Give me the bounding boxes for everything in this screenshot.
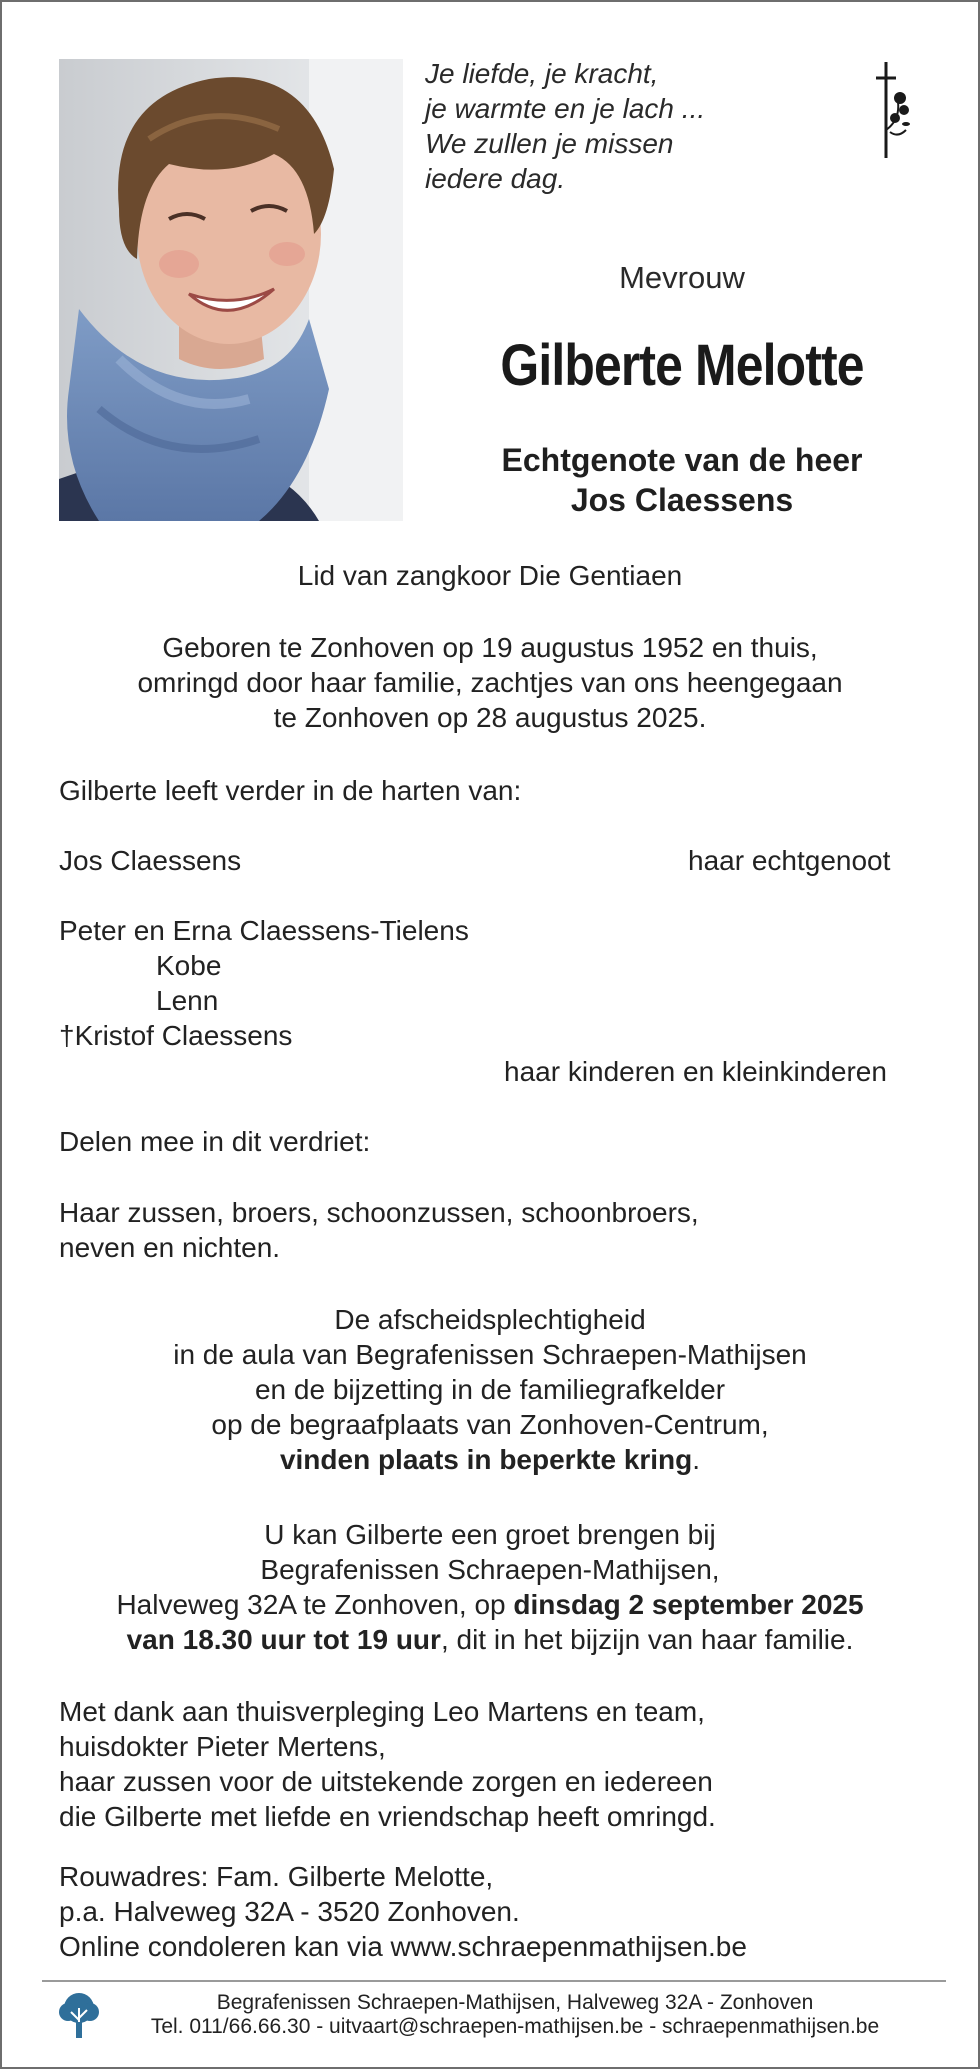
footer-contact[interactable]: Tel. 011/66.66.30 - uitvaart@schraepen-mathijsen.be - schraepenmathijsen.be bbox=[150, 2015, 880, 2038]
verse-line: iedere dag. bbox=[425, 163, 566, 194]
birth-death-line: te Zonhoven op 28 augustus 2025. bbox=[273, 702, 707, 733]
ceremony-line: en de bijzetting in de familiegrafkelder bbox=[254, 1374, 726, 1405]
visit-line: Begrafenissen Schraepen-Mathijsen, bbox=[260, 1554, 720, 1585]
deceased-name: Gilberte Melotte bbox=[500, 333, 864, 398]
verse-line: Je liefde, je kracht, bbox=[425, 58, 659, 89]
spouse-entry-relation: haar echtgenoot bbox=[688, 845, 891, 876]
verse-line: We zullen je missen bbox=[425, 128, 674, 159]
ceremony-line: op de begraafplaats van Zonhoven-Centrum, bbox=[211, 1409, 769, 1440]
ceremony-end: . bbox=[692, 1444, 701, 1475]
ceremony-line: in de aula van Begrafenissen Schraepen-Mathijsen bbox=[173, 1339, 807, 1370]
footer-company: Begrafenissen Schraepen-Mathijsen, Halveweg 32A - Zonhoven bbox=[216, 1991, 814, 2014]
spouse-heading bbox=[422, 440, 942, 520]
relatives-line: Haar zussen, broers, schoonzussen, schoonbroers, bbox=[59, 1197, 699, 1228]
ceremony-bold: vinden plaats in beperkte kring bbox=[279, 1444, 693, 1475]
ceremony-restriction bbox=[2, 1442, 978, 1477]
ceremony-line: De afscheidsplechtigheid bbox=[334, 1304, 646, 1335]
visit-date-line bbox=[2, 1587, 978, 1622]
survivors-intro: Gilberte leeft verder in de harten van: bbox=[59, 775, 522, 806]
verse-line: je warmte en je lach ... bbox=[425, 93, 706, 124]
thanks-line: die Gilberte met liefde en vriendschap heeft omringd. bbox=[59, 1801, 716, 1832]
birth-death-line: omringd door haar familie, zachtjes van ons heengegaan bbox=[137, 667, 843, 698]
thanks-line: haar zussen voor de uitstekende zorgen en iedereen bbox=[59, 1766, 713, 1797]
address-line: p.a. Halveweg 32A - 3520 Zonhoven. bbox=[59, 1896, 520, 1927]
sharing-intro: Delen mee in dit verdriet: bbox=[59, 1126, 371, 1157]
grandchild-entry: Kobe bbox=[156, 950, 222, 981]
child-entry: Peter en Erna Claessens-Tielens bbox=[59, 915, 469, 946]
visit-prefix: Halveweg 32A te Zonhoven, op bbox=[116, 1589, 514, 1620]
memorial-verse bbox=[425, 56, 755, 196]
visit-suffix: , dit in het bijzijn van haar familie. bbox=[440, 1624, 854, 1655]
visit-line: U kan Gilberte een groet brengen bij bbox=[264, 1519, 716, 1550]
visit-time: van 18.30 uur tot 19 uur bbox=[126, 1624, 441, 1655]
thanks-line: huisdokter Pieter Mertens, bbox=[59, 1731, 386, 1762]
child-entry: †Kristof Claessens bbox=[59, 1020, 293, 1051]
tree-icon bbox=[56, 1990, 102, 2040]
thanks-line: Met dank aan thuisverpleging Leo Martens en team, bbox=[59, 1696, 705, 1727]
salutation: Mevrouw bbox=[619, 260, 745, 295]
portrait-photo bbox=[59, 59, 403, 521]
relatives-line: neven en nichten. bbox=[59, 1232, 281, 1263]
footer-divider bbox=[42, 1980, 946, 1982]
address-line: Rouwadres: Fam. Gilberte Melotte, bbox=[59, 1861, 494, 1892]
children-relation: haar kinderen en kleinkinderen bbox=[504, 1056, 887, 1087]
condolence-link[interactable]: Online condoleren kan via www.schraepenmathijsen.be bbox=[59, 1931, 747, 1962]
spouse-entry-name: Jos Claessens bbox=[59, 845, 242, 876]
membership-text: Lid van zangkoor Die Gentiaen bbox=[297, 560, 683, 591]
spouse-line: Echtgenote van de heer bbox=[501, 442, 863, 478]
grandchild-entry: Lenn bbox=[156, 985, 219, 1016]
birth-death-line: Geboren te Zonhoven op 19 augustus 1952 en thuis, bbox=[162, 632, 818, 663]
visit-date: dinsdag 2 september 2025 bbox=[513, 1589, 864, 1620]
portrait-image bbox=[59, 59, 403, 521]
visit-time-line bbox=[2, 1622, 978, 1657]
cross-with-roses-icon bbox=[870, 60, 914, 162]
spouse-line: Jos Claessens bbox=[570, 482, 794, 518]
